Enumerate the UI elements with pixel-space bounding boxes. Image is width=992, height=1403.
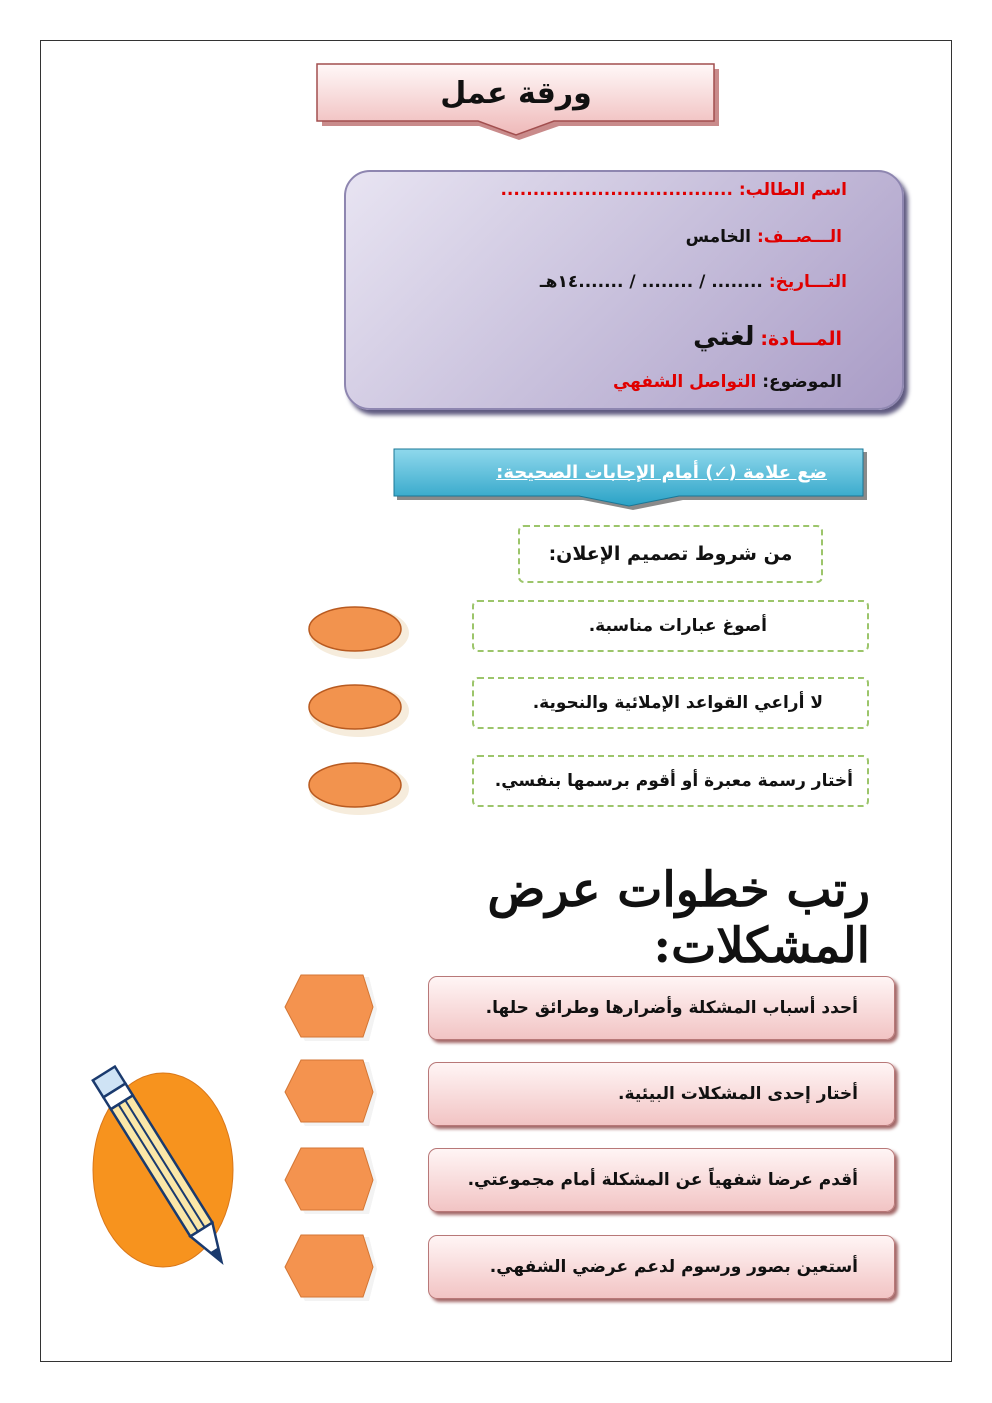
- topic-label: الموضوع:: [762, 372, 842, 392]
- step-3: أقدم عرضا شفهياً عن المشكلة أمام مجموعتي.: [428, 1148, 895, 1212]
- class-row: [686, 227, 842, 247]
- step-2: أختار إحدى المشكلات البيئية.: [428, 1062, 895, 1126]
- option-1: أصوغ عبارات مناسبة.: [472, 600, 869, 652]
- subject-row: [693, 322, 842, 352]
- class-label: الـــصــف:: [756, 227, 842, 247]
- pencil-illustration-icon: [85, 1058, 245, 1273]
- date-label: التـــاريخ:: [768, 272, 847, 292]
- date-value[interactable]: ........ / ........ / .......١٤هـ: [539, 272, 763, 292]
- subject-label: المـــادة:: [760, 328, 842, 350]
- option-3: أختار رسمة معبرة أو أقوم برسمها بنفسي.: [472, 755, 869, 807]
- answer-oval-3[interactable]: [305, 758, 411, 818]
- student-name-row: [500, 180, 847, 200]
- step-4: أستعين بصور ورسوم لدعم عرضي الشفهي.: [428, 1235, 895, 1299]
- answer-oval-1[interactable]: [305, 602, 411, 662]
- order-box-4[interactable]: [283, 1233, 379, 1305]
- date-row: [540, 272, 847, 292]
- instruction-text: ضع علامة (✓) أمام الإجابات الصحيحة:: [496, 461, 827, 483]
- order-box-2[interactable]: [283, 1058, 379, 1130]
- topic-row: [613, 372, 842, 392]
- class-value: الخامس: [685, 227, 752, 247]
- question-box: من شروط تصميم الإعلان:: [518, 525, 823, 583]
- subject-value: لغتي: [693, 322, 755, 352]
- order-box-3[interactable]: [283, 1146, 379, 1218]
- order-box-1[interactable]: [283, 973, 379, 1045]
- student-name-blank[interactable]: ....................................: [500, 180, 733, 200]
- student-name-label: اسم الطالب:: [738, 180, 847, 200]
- page-title: ورقة عمل: [440, 75, 592, 111]
- section2-title: رتب خطوات عرض المشكلات:: [487, 862, 870, 974]
- step-1: أحدد أسباب المشكلة وأضرارها وطرائق حلها.: [428, 976, 895, 1040]
- answer-oval-2[interactable]: [305, 680, 411, 740]
- option-2: لا أراعي القواعد الإملائية والنحوية.: [472, 677, 869, 729]
- topic-value: التواصل الشفهي: [612, 372, 757, 392]
